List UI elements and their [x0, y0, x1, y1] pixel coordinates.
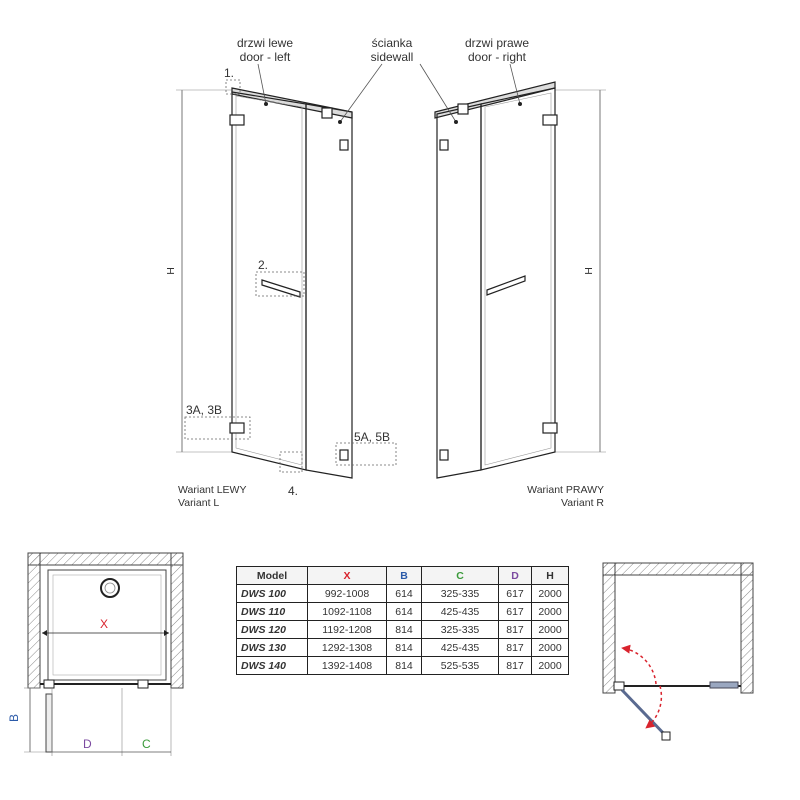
plan-label-c: C — [142, 737, 151, 751]
label-sidewall-pl: ścianka — [371, 36, 413, 50]
top-rail-right — [435, 82, 555, 118]
table-row — [237, 639, 569, 657]
cell-c: 325-335 — [422, 621, 499, 639]
cell-c: 325-335 — [422, 585, 499, 603]
label-door-left-en: door - left — [239, 50, 291, 64]
cell-b: 814 — [387, 657, 422, 675]
open-door-swing — [622, 690, 668, 738]
spec-table — [236, 566, 569, 675]
sidewall-panel-left — [306, 104, 352, 478]
cell-d: 617 — [499, 603, 532, 621]
callout-3: 3A, 3B — [186, 403, 223, 417]
height-label-right: H — [582, 267, 595, 275]
callout-2: 2. — [258, 258, 269, 272]
table-row — [237, 603, 569, 621]
col-b: B — [387, 567, 422, 585]
plan-label-b: B — [7, 713, 22, 723]
label-door-left-pl: drzwi lewe — [236, 36, 293, 50]
cell-model: DWS 100 — [237, 585, 308, 603]
cell-h: 2000 — [532, 657, 569, 675]
drain-icon — [101, 579, 119, 597]
cell-b: 814 — [387, 639, 422, 657]
sidewall-panel-right — [437, 104, 481, 478]
cell-h: 2000 — [532, 621, 569, 639]
handle-right — [487, 276, 525, 295]
label-door-right-pl: drzwi prawe — [464, 36, 530, 50]
col-h: H — [532, 567, 569, 585]
cell-model: DWS 110 — [237, 603, 308, 621]
cell-x: 1392-1408 — [308, 657, 387, 675]
spec-table-header — [237, 567, 569, 585]
cell-model: DWS 120 — [237, 621, 308, 639]
label-sidewall-en: sidewall — [370, 50, 414, 64]
cell-c: 425-435 — [422, 639, 499, 657]
door-panel-left — [232, 92, 306, 470]
cell-model: DWS 130 — [237, 639, 308, 657]
cell-b: 614 — [387, 603, 422, 621]
right-variant-drawing — [420, 64, 606, 478]
cell-x: 992-1008 — [308, 585, 387, 603]
cell-d: 817 — [499, 657, 532, 675]
cell-model: DWS 140 — [237, 657, 308, 675]
cell-h: 2000 — [532, 585, 569, 603]
plan-view-right — [603, 563, 753, 740]
variant-right-en: Variant R — [561, 497, 604, 509]
handle-left — [262, 280, 300, 297]
callout-4: 4. — [288, 484, 299, 498]
callout-5: 5A, 5B — [354, 430, 391, 444]
cell-b: 614 — [387, 585, 422, 603]
cell-d: 617 — [499, 585, 532, 603]
cell-x: 1292-1308 — [308, 639, 387, 657]
cell-b: 814 — [387, 621, 422, 639]
height-label-left: H — [164, 267, 177, 275]
col-c: C — [422, 567, 499, 585]
cell-x: 1192-1208 — [308, 621, 387, 639]
variant-right-pl: Wariant PRAWY — [527, 484, 604, 496]
plan-label-d: D — [83, 737, 92, 751]
col-x: X — [308, 567, 387, 585]
cell-c: 425-435 — [422, 603, 499, 621]
variant-left-pl: Wariant LEWY — [178, 484, 247, 496]
variant-left-en: Variant L — [178, 497, 220, 509]
col-model: Model — [237, 567, 308, 585]
cell-h: 2000 — [532, 603, 569, 621]
cell-d: 817 — [499, 621, 532, 639]
cell-d: 817 — [499, 639, 532, 657]
table-row — [237, 585, 569, 603]
table-row — [237, 657, 569, 675]
top-rail-left — [232, 88, 352, 118]
callout-1: 1. — [224, 66, 235, 80]
table-row — [237, 621, 569, 639]
plan-label-x: X — [100, 617, 109, 631]
cell-h: 2000 — [532, 639, 569, 657]
col-d: D — [499, 567, 532, 585]
plan-view-left — [24, 553, 183, 756]
cell-x: 1092-1108 — [308, 603, 387, 621]
label-door-right-en: door - right — [467, 50, 527, 64]
cell-c: 525-535 — [422, 657, 499, 675]
